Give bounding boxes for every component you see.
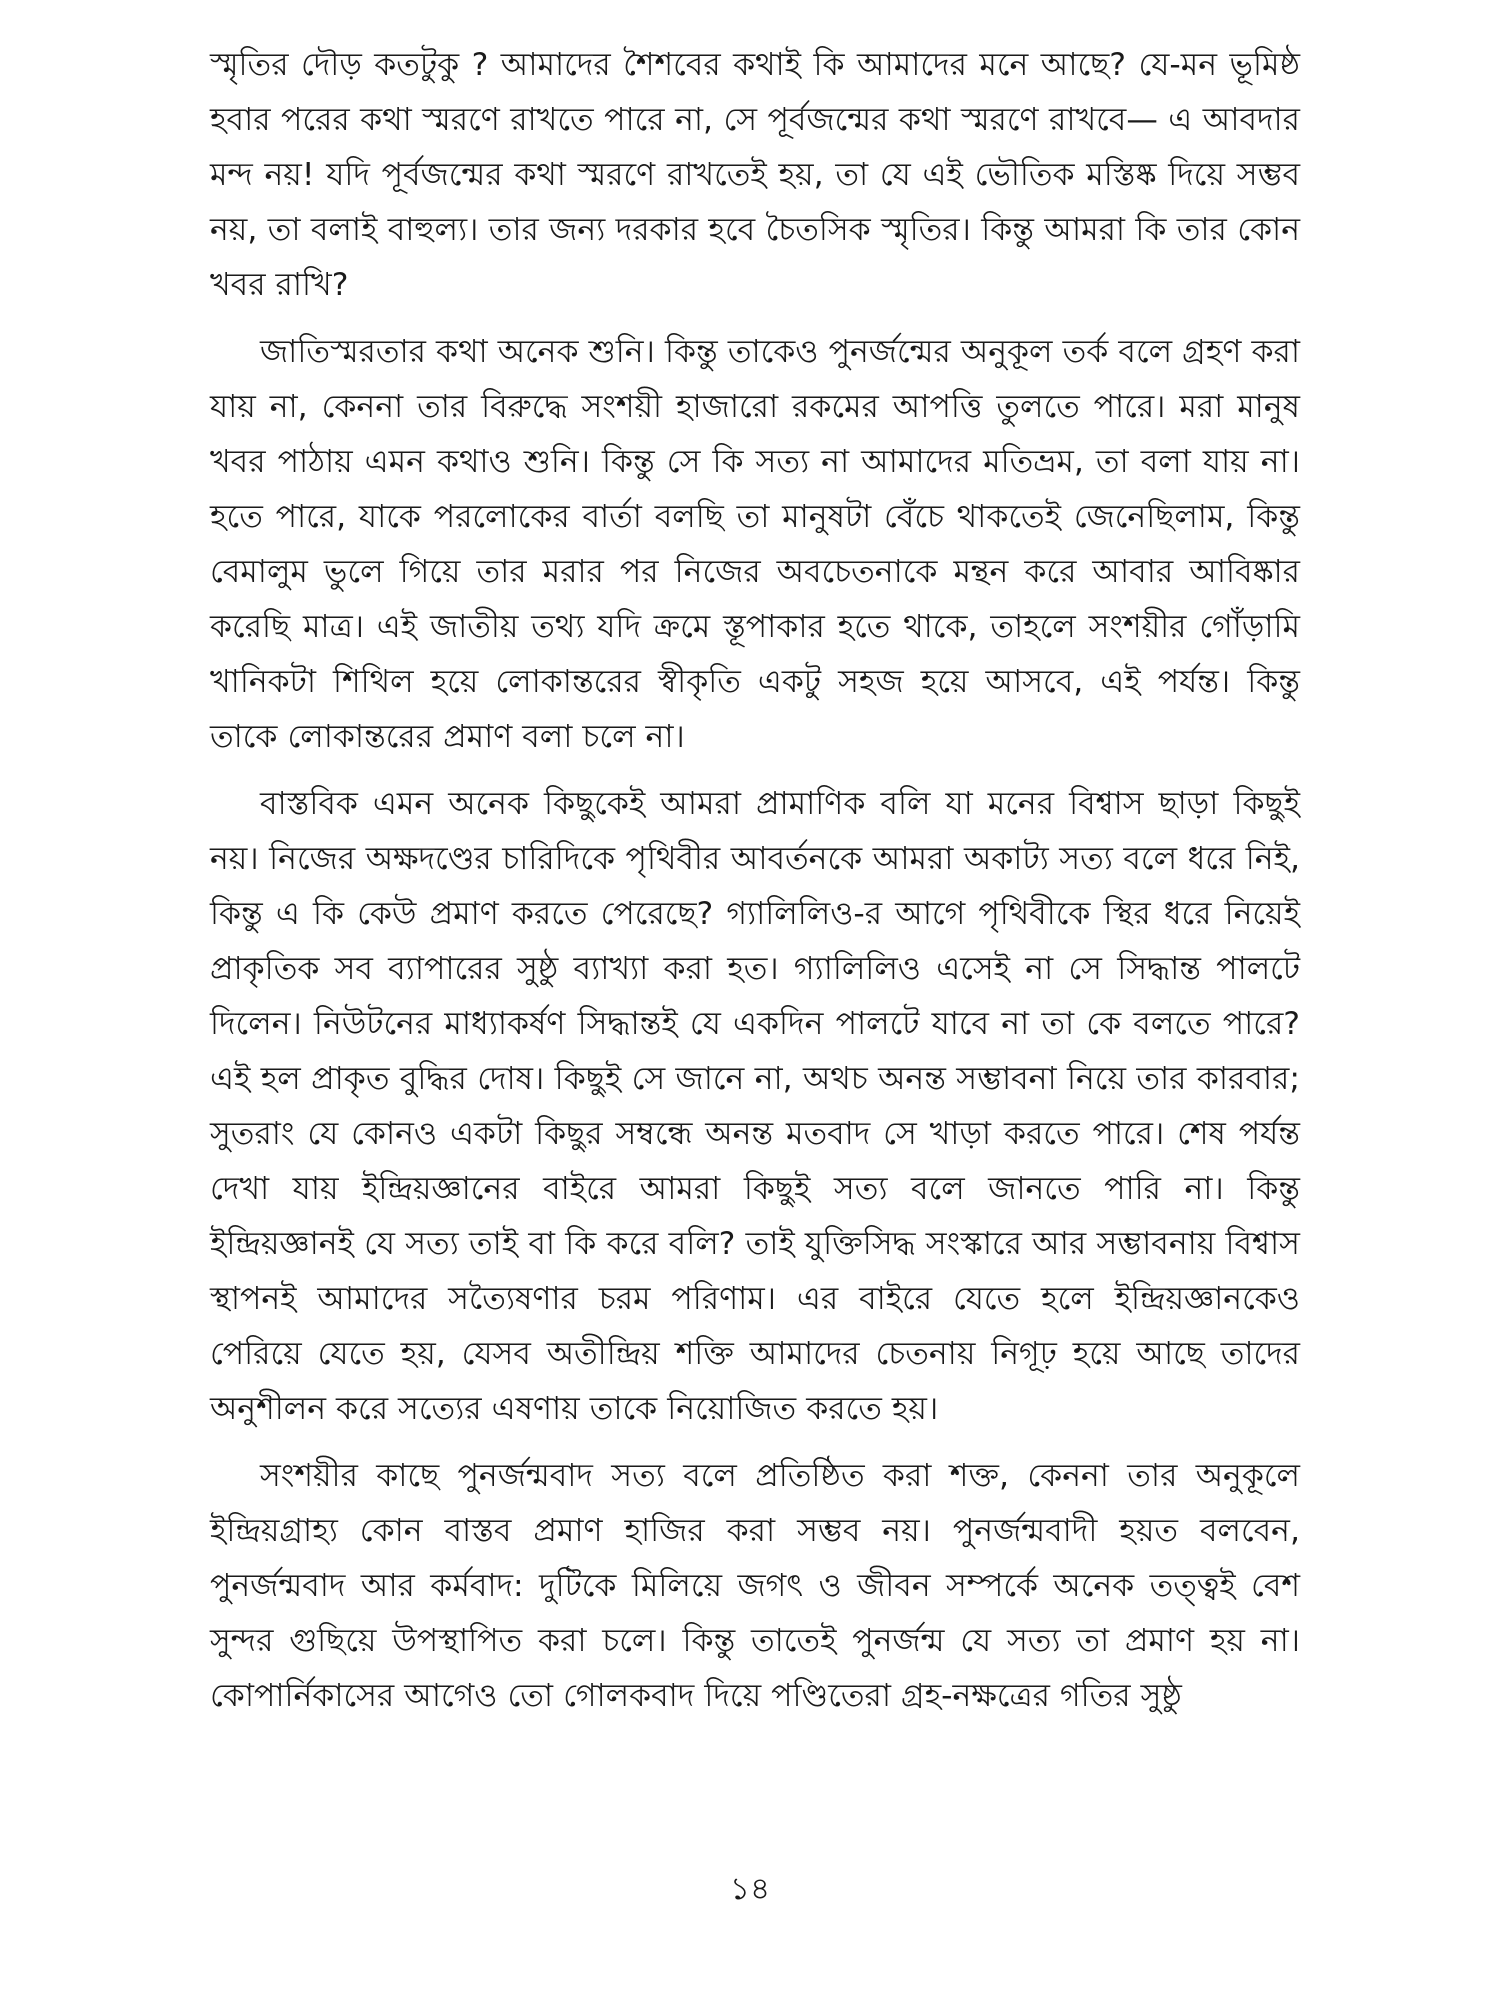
paragraph-2: জাতিস্মরতার কথা অনেক শুনি। কিন্তু তাকেও পুনর্জন্মের অনুকূল তর্ক বলে গ্রহণ করা যায় না, কেননা তার বিরুদ্ধে সংশয়ী হাজারো রকমের আপত্তি তুলতে পারে। মরা মানুষ খবর পাঠায় এমন কথাও শুনি। কিন্তু সে কি সত্য না আমাদের মতিভ্রম, তা বলা যায় না। হতে পারে, যাকে পরলোকের বার্তা বলছি তা মানুষটা বেঁচে থাকতেই জেনেছিলাম, কিন্তু বেমালুম ভুলে গিয়ে তার মরার পর নিজের অবচেতনাকে মন্থন করে আবার আবিষ্কার করেছি মাত্র। এই জাতীয় তথ্য যদি ক্রমে স্তূপাকার হতে থাকে, তাহলে সংশয়ীর গোঁড়ামি খানিকটা শিথিল হয়ে লোকান্তরের স্বীকৃতি একটু সহজ হয়ে আসবে, এই পর্যন্ত। কিন্তু তাকে লোকান্তরের প্রমাণ বলা চলে না।	[210, 334, 1300, 755]
paragraph-4: সংশয়ীর কাছে পুনর্জন্মবাদ সত্য বলে প্রতিষ্ঠিত করা শক্ত, কেননা তার অনুকূলে ইন্দ্রিয়গ্রাহ্য কোন বাস্তব প্রমাণ হাজির করা সম্ভব নয়। পুনর্জন্মবাদী হয়ত বলবেন, পুনর্জন্মবাদ আর কর্মবাদ: দুটিকে মিলিয়ে জগৎ ও জীবন সম্পর্কে অনেক তত্ত্বই বেশ সুন্দর গুছিয়ে উপস্থাপিত করা চলে। কিন্তু তাতেই পুনর্জন্ম যে সত্য তা প্রমাণ হয় না। কোপার্নিকাসের আগেও তো গোলকবাদ দিয়ে পণ্ডিতেরা গ্রহ-নক্ষত্রের গতির সুষ্ঠু	[210, 1458, 1300, 1714]
paragraph-3: বাস্তবিক এমন অনেক কিছুকেই আমরা প্রামাণিক বলি যা মনের বিশ্বাস ছাড়া কিছুই নয়। নিজের অক্ষদণ্ডের চারিদিকে পৃথিবীর আবর্তনকে আমরা অকাট্য সত্য বলে ধরে নিই, কিন্তু এ কি কেউ প্রমাণ করতে পেরেছে? গ্যালিলিও-র আগে পৃথিবীকে স্থির ধরে নিয়েই প্রাকৃতিক সব ব্যাপারের সুষ্ঠু ব্যাখ্যা করা হত। গ্যালিলিও এসেই না সে সিদ্ধান্ত পালটে দিলেন। নিউটনের মাধ্যাকর্ষণ সিদ্ধান্তই যে একদিন পালটে যাবে না তা কে বলতে পারে? এই হল প্রাকৃত বুদ্ধির দোষ। কিছুই সে জানে না, অথচ অনন্ত সম্ভাবনা নিয়ে তার কারবার; সুতরাং যে কোনও একটা কিছুর সম্বন্ধে অনন্ত মতবাদ সে খাড়া করতে পারে। শেষ পর্যন্ত দেখা যায় ইন্দ্রিয়জ্ঞানের বাইরে আমরা কিছুই সত্য বলে জানতে পারি না। কিন্তু ইন্দ্রিয়জ্ঞানই যে সত্য তাই বা কি করে বলি? তাই যুক্তিসিদ্ধ সংস্কারে আর সম্ভাবনায় বিশ্বাস স্থাপনই আমাদের সত্যৈষণার চরম পরিণাম। এর বাইরে যেতে হলে ইন্দ্রিয়জ্ঞানকেও পেরিয়ে যেতে হয়, যেসব অতীন্দ্রিয় শক্তি আমাদের চেতনায় নিগূঢ় হয়ে আছে তাদের অনুশীলন করে সত্যের এষণায় তাকে নিয়োজিত করতে হয়।	[210, 786, 1300, 1427]
body-text	[210, 38, 1300, 1736]
paragraph-1: স্মৃতির দৌড় কতটুকু ? আমাদের শৈশবের কথাই কি আমাদের মনে আছে? যে-মন ভূমিষ্ঠ হবার পরের কথা স্মরণে রাখতে পারে না, সে পূর্বজন্মের কথা স্মরণে রাখবে— এ আবদার মন্দ নয়! যদি পূর্বজন্মের কথা স্মরণে রাখতেই হয়, তা যে এই ভৌতিক মস্তিষ্ক দিয়ে সম্ভব নয়, তা বলাই বাহুল্য। তার জন্য দরকার হবে চৈতসিক স্মৃতির। কিন্তু আমরা কি তার কোন খবর রাখি?	[210, 47, 1300, 303]
page-number: ১৪	[729, 1871, 771, 1907]
